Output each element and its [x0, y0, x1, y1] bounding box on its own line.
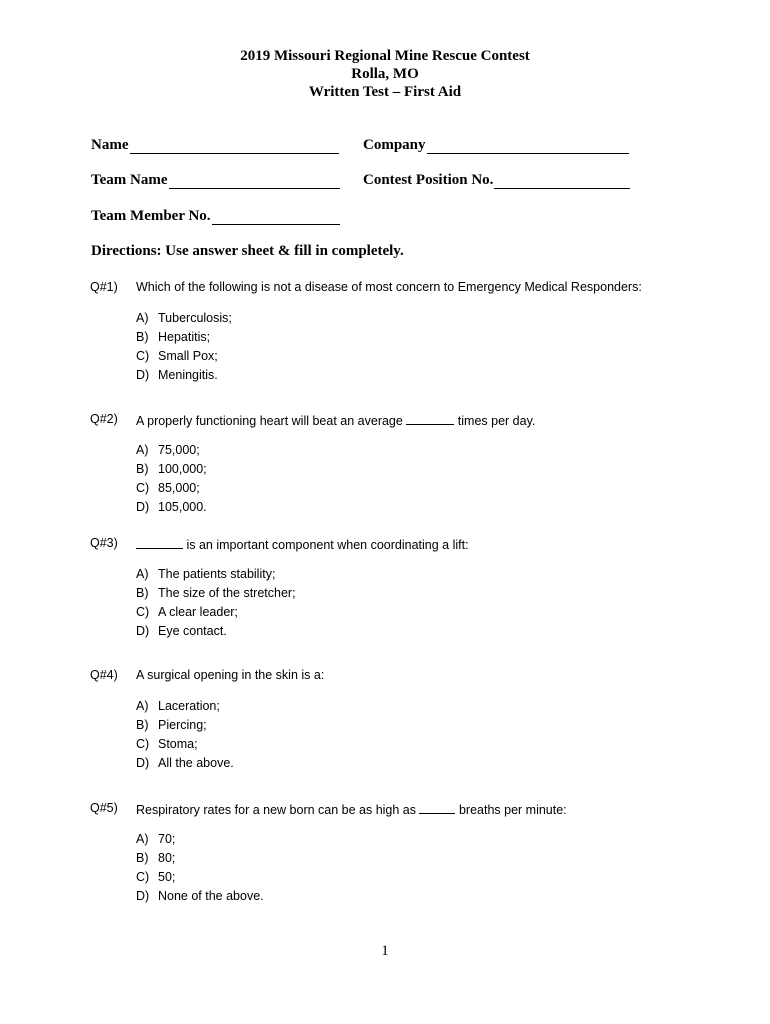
option-text: Meningitis. [158, 368, 218, 382]
option-a [136, 565, 296, 584]
question-text-part: times per day. [454, 414, 536, 428]
option-b [136, 849, 264, 868]
option-text: Laceration; [158, 699, 220, 713]
answer-blank [406, 412, 454, 425]
question-text-part: Respiratory rates for a new born can be as high as [136, 803, 420, 817]
option-d [136, 887, 264, 906]
option-b [136, 584, 296, 603]
directions-text: Directions: Use answer sheet & fill in completely. [91, 243, 404, 259]
option-letter: A) [136, 443, 149, 457]
document-title: 2019 Missouri Regional Mine Rescue Contest [240, 48, 530, 64]
option-text: Eye contact. [158, 624, 227, 638]
option-c [136, 868, 264, 887]
name-label: Name [91, 137, 129, 153]
option-d [136, 366, 232, 385]
option-list [136, 309, 232, 385]
option-list [136, 697, 234, 773]
option-text: Tuberculosis; [158, 311, 232, 325]
option-letter: B) [136, 851, 149, 865]
option-c [136, 603, 296, 622]
question-text [136, 801, 567, 817]
option-letter: B) [136, 718, 149, 732]
question-number: Q#2) [90, 412, 118, 426]
page-number: 1 [381, 943, 389, 959]
question-number: Q#4) [90, 668, 118, 682]
option-text: 80; [158, 851, 176, 865]
question-text [136, 412, 535, 428]
option-b [136, 460, 207, 479]
question-text [136, 280, 642, 294]
team-name-label: Team Name [91, 172, 168, 188]
question-number: Q#1) [90, 280, 118, 294]
company-field [363, 137, 629, 154]
option-letter: C) [136, 349, 150, 363]
answer-blank [419, 801, 455, 814]
question-text-part: A properly functioning heart will beat an average [136, 414, 407, 428]
question-text [136, 536, 469, 552]
question-text-part: A surgical opening in the skin is a: [136, 668, 325, 682]
question-text-part: Which of the following is not a disease of most concern to Emergency Medical Responders: [136, 280, 642, 294]
option-a [136, 697, 234, 716]
option-text: 85,000; [158, 481, 200, 495]
option-text: Hepatitis; [158, 330, 211, 344]
option-text: None of the above. [158, 889, 264, 903]
contest-position-label: Contest Position No. [363, 172, 494, 188]
option-letter: C) [136, 737, 150, 751]
option-text: 100,000; [158, 462, 207, 476]
option-letter: A) [136, 311, 149, 325]
team-member-field [91, 208, 340, 225]
team-name-field [91, 172, 340, 189]
option-text: Piercing; [158, 718, 207, 732]
option-letter: D) [136, 624, 150, 638]
option-d [136, 498, 207, 517]
option-letter: A) [136, 567, 149, 581]
option-d [136, 622, 296, 641]
company-blank-line [427, 139, 629, 154]
option-text: A clear leader; [158, 605, 238, 619]
option-letter: B) [136, 586, 149, 600]
question-text [136, 668, 324, 682]
option-letter: D) [136, 500, 150, 514]
option-text: Stoma; [158, 737, 198, 751]
option-letter: C) [136, 605, 150, 619]
option-letter: B) [136, 330, 149, 344]
option-text: 105,000. [158, 500, 207, 514]
option-letter: D) [136, 889, 150, 903]
contest-position-blank-line [494, 174, 630, 189]
question-text-part: is an important component when coordinating a lift: [183, 538, 469, 552]
question-number: Q#5) [90, 801, 118, 815]
option-text: The patients stability; [158, 567, 276, 581]
option-letter: C) [136, 481, 150, 495]
option-list [136, 830, 264, 906]
option-list [136, 441, 207, 517]
name-field [91, 137, 339, 154]
team-name-blank-line [169, 174, 340, 189]
option-letter: A) [136, 832, 149, 846]
option-letter: C) [136, 870, 150, 884]
question-text-part: breaths per minute: [455, 803, 567, 817]
option-a [136, 830, 264, 849]
question-number: Q#3) [90, 536, 118, 550]
contest-position-field [363, 172, 630, 189]
document-subtitle: Written Test – First Aid [308, 84, 462, 100]
option-letter: D) [136, 368, 150, 382]
company-label: Company [363, 137, 426, 153]
name-blank-line [130, 139, 339, 154]
option-text: 75,000; [158, 443, 200, 457]
option-text: 50; [158, 870, 176, 884]
option-list [136, 565, 296, 641]
option-text: 70; [158, 832, 176, 846]
team-member-blank-line [212, 210, 340, 225]
option-text: Small Pox; [158, 349, 218, 363]
option-letter: B) [136, 462, 149, 476]
option-a [136, 309, 232, 328]
option-b [136, 328, 232, 347]
option-c [136, 347, 232, 366]
team-member-label: Team Member No. [91, 208, 211, 224]
option-letter: A) [136, 699, 149, 713]
option-letter: D) [136, 756, 150, 770]
option-b [136, 716, 234, 735]
option-c [136, 735, 234, 754]
answer-blank [136, 536, 183, 549]
option-d [136, 754, 234, 773]
option-c [136, 479, 207, 498]
option-text: All the above. [158, 756, 234, 770]
document-location: Rolla, MO [351, 66, 419, 82]
option-text: The size of the stretcher; [158, 586, 296, 600]
option-a [136, 441, 207, 460]
